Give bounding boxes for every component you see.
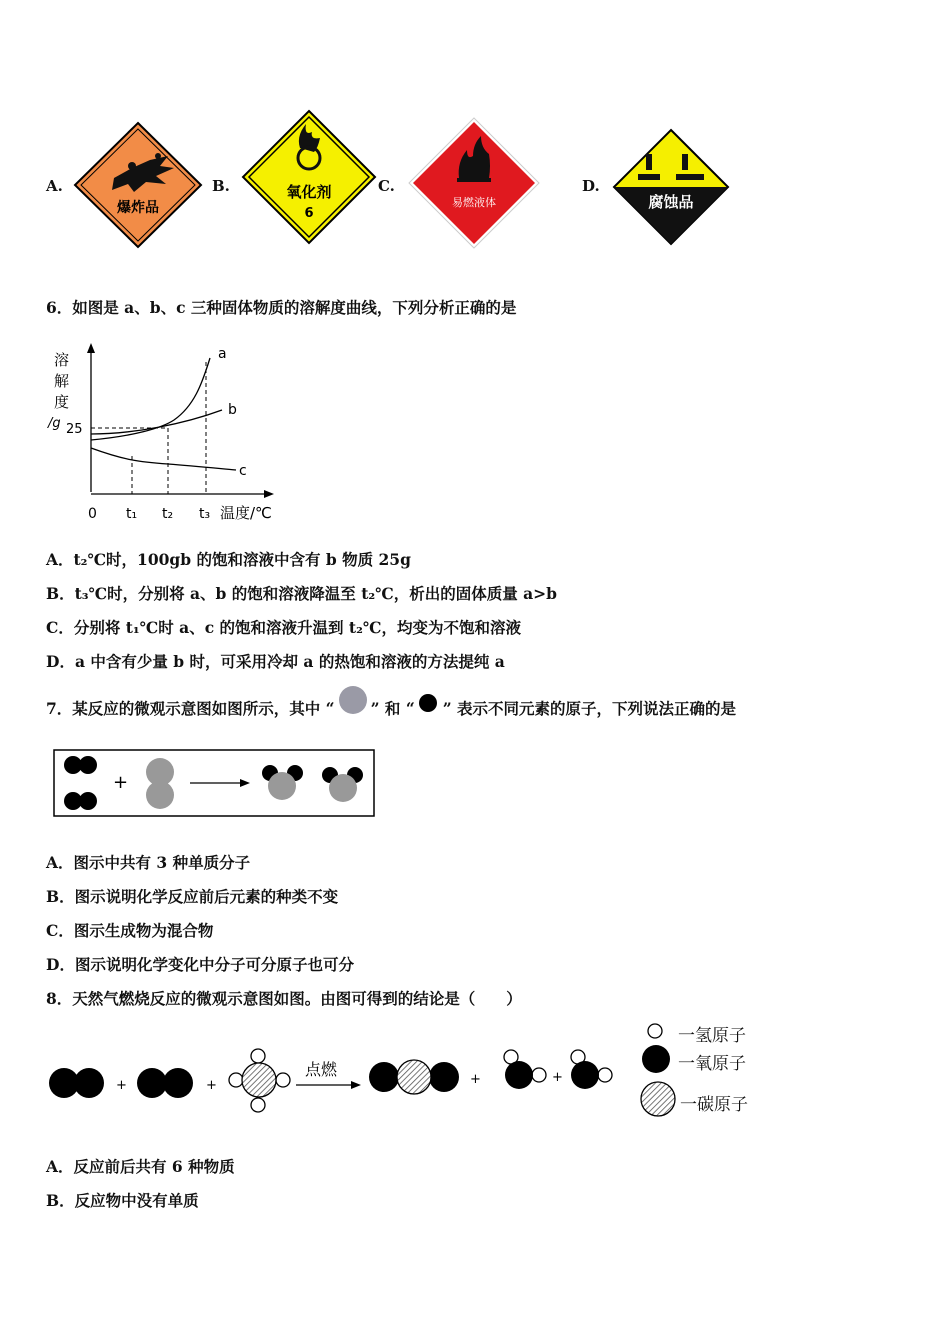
q6-option-d[interactable]: D．a 中含有少量 b 时，可采用冷却 a 的热饱和溶液的方法提纯 a [46,652,505,671]
oxidizer-sign-icon [240,108,378,246]
sign-b-number: 6 [304,206,314,221]
q7-option-b[interactable]: B．图示说明化学反应前后元素的种类不变 [46,887,339,906]
sign-d-text: 腐蚀品 [648,193,694,211]
sign-c-text: 易燃液体 [452,196,496,209]
ch4-molecule [229,1049,290,1112]
q6-stem: 6．如图是 a、b、c 三种固体物质的溶解度曲线，下列分析正确的是 [46,298,517,317]
option-b-letter[interactable]: B. [212,177,230,195]
q8-reaction-diagram [44,1015,764,1120]
oxygen-atom-icon [642,1045,670,1073]
h2o-molecule-2 [571,1050,612,1089]
q7-option-c[interactable]: C．图示生成物为混合物 [46,921,214,940]
option-c-letter[interactable]: C. [378,177,395,195]
q8-plus-1: + [116,1078,127,1093]
q7-plus: + [113,772,129,793]
legend-hydrogen: 一氢原子 [678,1026,746,1046]
q8-arrow-head-icon [351,1081,361,1089]
q7-reaction-diagram [53,749,376,818]
legend-carbon: 一碳原子 [680,1095,748,1115]
hydrogen-atom-icon [648,1024,662,1038]
q8-option-a[interactable]: A．反应前后共有 6 种物质 [46,1157,235,1176]
y-tick-25: 25 [66,422,83,437]
ylabel-2: 解 [54,372,70,390]
q8-plus-4: + [552,1070,563,1085]
q8-condition: 点燃 [305,1060,338,1079]
ylabel-1: 溶 [54,351,70,369]
q8-plus-2: + [206,1078,217,1093]
solubility-chart [44,340,284,525]
q7-stem [46,697,736,719]
co2-molecule [369,1060,459,1094]
flammable-liquid-sign-icon [407,116,541,250]
ylabel-3: 度 [54,393,70,411]
q8-stem: 8．天然气燃烧反应的微观示意图如图。由图可得到的结论是（ ） [46,989,522,1008]
x-tick-t3: t₃ [199,506,211,522]
curve-c [91,448,236,470]
legend-oxygen: 一氧原子 [678,1054,746,1074]
x-tick-t1: t₁ [126,506,138,522]
curve-b [91,410,222,434]
ylabel-4: /g [48,416,61,431]
corrosive-sign-icon [612,128,730,246]
gray-atom-icon [337,686,369,716]
q6-option-a[interactable]: A．t₂℃时，100gb 的饱和溶液中含有 b 物质 25g [46,550,411,569]
q8-option-b[interactable]: B．反应物中没有单质 [46,1191,199,1210]
sign-a-text: 爆炸品 [117,200,159,216]
y-axis-arrow-icon [87,343,95,353]
option-a-letter[interactable]: A. [46,177,63,195]
o2-molecule-2 [137,1068,193,1098]
sign-b-text: 氧化剂 [286,183,332,201]
x-tick-t2: t₂ [162,506,174,522]
h2o-molecule-1 [504,1050,546,1089]
curve-label-b: b [228,402,237,418]
xlabel: 温度/℃ [220,504,272,522]
explosive-sign-icon [72,120,204,250]
option-d-letter[interactable]: D. [582,177,600,195]
x-axis-arrow-icon [264,490,274,498]
q8-plus-3: + [470,1072,481,1087]
q6-option-c[interactable]: C．分别将 t₁℃时 a、c 的饱和溶液升温到 t₂℃，均变为不饱和溶液 [46,618,521,637]
curve-label-a: a [218,346,227,362]
black-atom-icon [417,693,441,717]
q7-option-d[interactable]: D．图示说明化学变化中分子可分原子也可分 [46,955,354,974]
curve-label-c: c [239,463,247,479]
q7-stem-mid: ” 和 “ [370,699,415,718]
q7-option-a[interactable]: A．图示中共有 3 种单质分子 [46,853,251,872]
o2-molecule-1 [49,1068,104,1098]
q6-option-b[interactable]: B．t₃℃时，分别将 a、b 的饱和溶液降温至 t₂℃，析出的固体质量 a>b [46,584,557,603]
carbon-atom-icon [641,1082,675,1116]
q7-stem-end: ” 表示不同元素的原子，下列说法正确的是 [442,699,737,718]
q7-stem-start: 7．某反应的微观示意图如图所示，其中 “ [46,699,335,718]
x-tick-0: 0 [88,506,97,522]
